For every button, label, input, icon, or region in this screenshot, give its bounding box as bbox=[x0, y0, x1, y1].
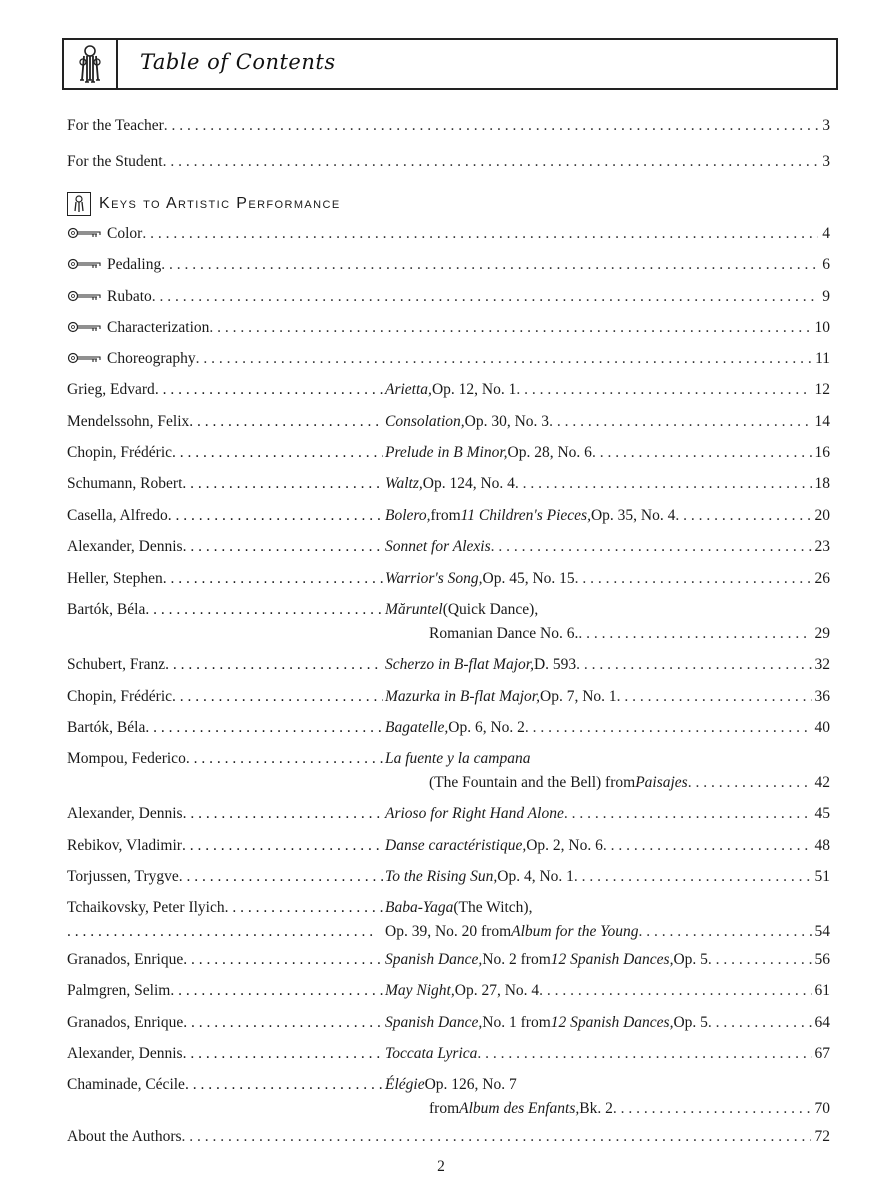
dot-leader bbox=[152, 285, 818, 309]
page-ref: 20 bbox=[814, 507, 830, 524]
page-ref: 48 bbox=[814, 837, 830, 854]
page-ref: 67 bbox=[814, 1045, 830, 1062]
composer bbox=[67, 378, 383, 402]
entry-text: Rubato bbox=[107, 288, 152, 305]
work-title: Bagatelle, bbox=[385, 719, 449, 736]
composer bbox=[67, 865, 383, 889]
work-title: May Night, bbox=[385, 982, 455, 999]
work-title: La fuente y la campana bbox=[385, 750, 531, 767]
dot-leader bbox=[186, 747, 383, 771]
dot-leader bbox=[675, 504, 811, 528]
entry-label bbox=[67, 285, 152, 309]
work-opus: Op. 5 bbox=[673, 951, 708, 968]
toc-entry[interactable] bbox=[67, 685, 830, 709]
entry-text: About the Authors bbox=[67, 1128, 182, 1145]
work-collection: 12 Spanish Dances, bbox=[550, 1014, 674, 1031]
work bbox=[385, 896, 830, 920]
work-detail: No. 1 from bbox=[482, 1014, 551, 1031]
composer bbox=[67, 441, 383, 465]
work bbox=[385, 535, 830, 559]
entry-label bbox=[67, 316, 209, 340]
page-ref: 56 bbox=[814, 951, 830, 968]
work-detail: (Quick Dance), bbox=[442, 601, 539, 618]
page-ref: 29 bbox=[814, 625, 830, 642]
work bbox=[385, 834, 830, 858]
work-continued bbox=[429, 771, 830, 795]
composer bbox=[67, 979, 383, 1003]
entry-text: Choreography bbox=[107, 350, 196, 367]
dot-leader bbox=[183, 948, 383, 972]
dot-leader bbox=[189, 410, 383, 434]
dot-leader bbox=[183, 1042, 383, 1066]
work-collection: 12 Spanish Dances, bbox=[550, 951, 674, 968]
toc-entry[interactable] bbox=[67, 504, 830, 528]
dot-leader bbox=[575, 567, 812, 591]
composer-name: Casella, Alfredo bbox=[67, 507, 168, 524]
dot-leader bbox=[182, 472, 383, 496]
work bbox=[385, 441, 830, 465]
composer bbox=[67, 1011, 383, 1035]
entry-label bbox=[67, 150, 163, 174]
work-collection: 11 Children's Pieces, bbox=[460, 507, 591, 524]
page-ref: 3 bbox=[822, 153, 830, 170]
dot-leader bbox=[155, 378, 383, 402]
dot-leader bbox=[603, 834, 812, 858]
work bbox=[385, 472, 830, 496]
keys-icon bbox=[67, 192, 91, 216]
composer-name: Alexander, Dennis bbox=[67, 805, 183, 822]
toc-entry[interactable] bbox=[67, 410, 830, 434]
composer bbox=[67, 598, 383, 622]
entry-text: For the Teacher bbox=[67, 117, 164, 134]
work bbox=[385, 716, 830, 740]
composer-name: Torjussen, Trygve bbox=[67, 868, 179, 885]
dot-leader bbox=[164, 114, 818, 138]
composer bbox=[67, 504, 383, 528]
work bbox=[385, 979, 830, 1003]
composer-name: Chaminade, Cécile bbox=[67, 1076, 185, 1093]
dot-leader bbox=[574, 865, 812, 889]
page-ref: 11 bbox=[815, 350, 830, 367]
work-collection-2: Paisajes bbox=[635, 774, 688, 791]
work-detail: Op. 4, No. 1 bbox=[497, 868, 574, 885]
page-ref: 23 bbox=[814, 538, 830, 555]
work-detail: Op. 7, No. 1 bbox=[540, 688, 617, 705]
dot-leader bbox=[477, 1042, 811, 1066]
toc-entry[interactable] bbox=[67, 285, 830, 309]
work-title: Scherzo in B-flat Major, bbox=[385, 656, 534, 673]
composer-name: Mendelssohn, Felix bbox=[67, 413, 190, 430]
work-detail: Op. 124, No. 4 bbox=[422, 475, 515, 492]
composer bbox=[67, 834, 383, 858]
composer bbox=[67, 685, 383, 709]
dot-leader bbox=[172, 685, 383, 709]
work-detail-2: Romanian Dance No. 6. bbox=[429, 625, 579, 642]
dot-leader bbox=[525, 716, 812, 740]
work bbox=[385, 865, 830, 889]
dot-leader bbox=[179, 865, 383, 889]
page-ref: 42 bbox=[814, 774, 830, 791]
work-title: Spanish Dance, bbox=[385, 1014, 483, 1031]
work-detail: Op. 6, No. 2 bbox=[448, 719, 525, 736]
toc-entry[interactable] bbox=[67, 716, 830, 740]
dot-leader bbox=[708, 948, 812, 972]
work bbox=[385, 653, 830, 677]
key-icon bbox=[67, 352, 103, 364]
toc-entry[interactable] bbox=[67, 253, 830, 277]
composer-name: Schubert, Franz bbox=[67, 656, 166, 673]
work bbox=[385, 567, 830, 591]
work-detail: Op. 2, No. 6 bbox=[526, 837, 603, 854]
composer-name: Chopin, Frédéric bbox=[67, 444, 173, 461]
work-detail-2: Op. 39, No. 20 from bbox=[385, 923, 512, 940]
toc-entry[interactable] bbox=[67, 653, 830, 677]
toc-header bbox=[62, 38, 838, 90]
page-ref: 54 bbox=[814, 923, 830, 940]
work bbox=[385, 378, 830, 402]
work-detail: D. 593 bbox=[533, 656, 577, 673]
composer-name: Schumann, Robert bbox=[67, 475, 183, 492]
dot-leader bbox=[516, 378, 811, 402]
work-detail: Op. 45, No. 15 bbox=[482, 570, 575, 587]
entry-text: Color bbox=[107, 225, 143, 242]
work-detail: Op. 126, No. 7 bbox=[424, 1076, 517, 1093]
work bbox=[385, 802, 830, 826]
toc-entry[interactable] bbox=[67, 1042, 830, 1066]
dot-leader bbox=[613, 1097, 812, 1121]
composer-name: Alexander, Dennis bbox=[67, 1045, 183, 1062]
dot-leader bbox=[539, 979, 811, 1003]
composer-name: Chopin, Frédéric bbox=[67, 688, 173, 705]
work bbox=[385, 504, 830, 528]
page-ref: 6 bbox=[822, 256, 830, 273]
dot-leader bbox=[183, 802, 383, 826]
dot-leader bbox=[592, 441, 812, 465]
composer bbox=[67, 472, 383, 496]
work bbox=[385, 948, 830, 972]
dot-leader bbox=[708, 1011, 812, 1035]
work-collection-2: Album des Enfants, bbox=[459, 1100, 580, 1117]
work-title: Arioso for Right Hand Alone bbox=[385, 805, 564, 822]
toc-entry[interactable] bbox=[67, 1011, 830, 1035]
entry-label bbox=[67, 222, 142, 246]
dot-leader bbox=[576, 653, 811, 677]
entry-text: Pedaling bbox=[107, 256, 162, 273]
work-detail-2: (The Fountain and the Bell) from bbox=[429, 774, 636, 791]
work-detail: Op. 12, No. 1 bbox=[431, 381, 517, 398]
page-ref: 72 bbox=[814, 1128, 830, 1145]
work-collection-2: Album for the Young bbox=[511, 923, 639, 940]
dot-leader bbox=[142, 222, 818, 246]
work-detail: Op. 30, No. 3 bbox=[464, 413, 550, 430]
dot-leader bbox=[578, 622, 811, 646]
toc-entry[interactable] bbox=[67, 598, 830, 654]
dot-leader bbox=[196, 347, 811, 371]
composer-name: Granados, Enrique bbox=[67, 951, 184, 968]
work-title: Sonnet for Alexis bbox=[385, 538, 491, 555]
work-opus: Op. 5 bbox=[673, 1014, 708, 1031]
dot-leader bbox=[515, 472, 812, 496]
section-heading bbox=[67, 190, 341, 218]
composer-name: Heller, Stephen bbox=[67, 570, 163, 587]
entry-label bbox=[67, 1125, 182, 1149]
composer bbox=[67, 410, 383, 434]
entry-label bbox=[67, 253, 161, 277]
composer-name: Rebikov, Vladimir bbox=[67, 837, 182, 854]
work bbox=[385, 1042, 830, 1066]
work-title: Warrior's Song, bbox=[385, 570, 483, 587]
toc-entry[interactable] bbox=[67, 979, 830, 1003]
work-opus: Op. 35, No. 4 bbox=[590, 507, 676, 524]
dot-leader bbox=[183, 1011, 383, 1035]
composer bbox=[67, 896, 383, 920]
dot-leader bbox=[172, 441, 383, 465]
work bbox=[385, 685, 830, 709]
key-icon bbox=[67, 227, 103, 239]
dot-leader bbox=[145, 598, 383, 622]
page-ref: 61 bbox=[814, 982, 830, 999]
toc-entry[interactable] bbox=[67, 114, 830, 138]
work-title: Consolation, bbox=[385, 413, 465, 430]
page-ref: 18 bbox=[814, 475, 830, 492]
dot-leader bbox=[638, 920, 811, 944]
page-ref: 26 bbox=[814, 570, 830, 587]
composer-name: Granados, Enrique bbox=[67, 1014, 184, 1031]
composer-name: Mompou, Federico bbox=[67, 750, 186, 767]
dot-leader bbox=[549, 410, 811, 434]
composer bbox=[67, 653, 383, 677]
work-title: Arietta, bbox=[385, 381, 432, 398]
entry-label bbox=[67, 347, 196, 371]
work-title: Waltz, bbox=[385, 475, 423, 492]
key-icon bbox=[67, 258, 103, 270]
dot-leader: . . . . . . . . . . . . . . . . . . . . . . . . . . . . . . . . . . . . . . . . bbox=[67, 923, 374, 940]
dot-leader bbox=[185, 1073, 383, 1097]
toc-entry[interactable] bbox=[67, 567, 830, 591]
composer-name: Palmgren, Selim bbox=[67, 982, 171, 999]
dot-leader bbox=[165, 653, 383, 677]
dot-leader bbox=[168, 504, 383, 528]
work-continued bbox=[67, 920, 830, 944]
page-ref: 9 bbox=[822, 288, 830, 305]
page-ref: 40 bbox=[814, 719, 830, 736]
composer-name: Bartók, Béla bbox=[67, 601, 146, 618]
dot-leader bbox=[225, 896, 383, 920]
page-number: 2 bbox=[437, 1158, 445, 1175]
work-title: Spanish Dance, bbox=[385, 951, 483, 968]
work-title: Élégie bbox=[385, 1076, 425, 1093]
page-ref: 10 bbox=[814, 319, 830, 336]
work-title: Toccata Lyrica bbox=[385, 1045, 478, 1062]
composer-name: Bartók, Béla bbox=[67, 719, 146, 736]
composer bbox=[67, 567, 383, 591]
key-icon bbox=[67, 290, 103, 302]
page-title: Table of Contents bbox=[140, 50, 336, 74]
work-detail: (The Witch), bbox=[453, 899, 533, 916]
work-detail: Op. 28, No. 6 bbox=[507, 444, 592, 461]
composer bbox=[67, 716, 383, 740]
work bbox=[385, 1011, 830, 1035]
toc-entry[interactable] bbox=[67, 1073, 830, 1129]
work-title: Prelude in B Minor, bbox=[385, 444, 508, 461]
toc-entry[interactable] bbox=[67, 472, 830, 496]
composer-name: Alexander, Dennis bbox=[67, 538, 183, 555]
composer bbox=[67, 802, 383, 826]
entry-text: For the Student bbox=[67, 153, 163, 170]
page-ref: 51 bbox=[814, 868, 830, 885]
work bbox=[385, 598, 830, 622]
work-continued bbox=[429, 622, 830, 646]
toc-entry[interactable] bbox=[67, 948, 830, 972]
work bbox=[385, 410, 830, 434]
dot-leader bbox=[617, 685, 812, 709]
keys-icon bbox=[64, 40, 118, 88]
toc-entry[interactable] bbox=[67, 747, 830, 803]
work-detail-2: from bbox=[429, 1100, 460, 1117]
key-icon bbox=[67, 321, 103, 333]
composer-name: Grieg, Edvard bbox=[67, 381, 155, 398]
page-ref: 64 bbox=[814, 1014, 830, 1031]
composer bbox=[67, 948, 383, 972]
work-title: Baba-Yaga bbox=[385, 899, 454, 916]
dot-leader bbox=[183, 535, 383, 559]
work-detail: from bbox=[430, 507, 461, 524]
page-ref: 12 bbox=[814, 381, 830, 398]
dot-leader bbox=[182, 1125, 811, 1149]
dot-leader bbox=[688, 771, 812, 795]
page-ref: 45 bbox=[814, 805, 830, 822]
toc-entry[interactable] bbox=[67, 865, 830, 889]
work-title: Măruntel bbox=[385, 601, 443, 618]
dot-leader bbox=[145, 716, 383, 740]
toc-entry[interactable] bbox=[67, 222, 830, 246]
composer-name: Tchaikovsky, Peter Ilyich bbox=[67, 899, 225, 916]
page-ref: 32 bbox=[814, 656, 830, 673]
toc-entry[interactable] bbox=[67, 1125, 830, 1149]
entry-text: Characterization bbox=[107, 319, 210, 336]
dot-leader bbox=[209, 316, 810, 340]
work-title: Bolero, bbox=[385, 507, 431, 524]
dot-leader bbox=[564, 802, 812, 826]
toc-entry[interactable] bbox=[67, 378, 830, 402]
work-title: Mazurka in B-flat Major, bbox=[385, 688, 540, 705]
page-ref: 16 bbox=[814, 444, 830, 461]
toc-entry[interactable] bbox=[67, 834, 830, 858]
page-ref: 14 bbox=[814, 413, 830, 430]
composer bbox=[67, 535, 383, 559]
composer bbox=[67, 1073, 383, 1097]
toc-entry[interactable] bbox=[67, 347, 830, 371]
toc-entry[interactable] bbox=[67, 316, 830, 340]
toc-entry[interactable] bbox=[67, 896, 830, 952]
work-detail: No. 2 from bbox=[482, 951, 551, 968]
work-detail: Op. 27, No. 4 bbox=[454, 982, 540, 999]
toc-entry[interactable] bbox=[67, 802, 830, 826]
dot-leader bbox=[170, 979, 383, 1003]
composer bbox=[67, 747, 383, 771]
dot-leader bbox=[163, 150, 819, 174]
work-continued bbox=[429, 1097, 830, 1121]
dot-leader bbox=[163, 567, 383, 591]
work-title: To the Rising Sun, bbox=[385, 868, 498, 885]
work bbox=[385, 747, 830, 771]
work-title: Danse caractéristique, bbox=[385, 837, 527, 854]
dot-leader bbox=[182, 834, 383, 858]
toc-entry[interactable] bbox=[67, 150, 830, 174]
toc-entry[interactable] bbox=[67, 441, 830, 465]
entry-label bbox=[67, 114, 164, 138]
toc-entry[interactable] bbox=[67, 535, 830, 559]
dot-leader bbox=[161, 253, 818, 277]
page-ref: 36 bbox=[814, 688, 830, 705]
page-ref: 4 bbox=[822, 225, 830, 242]
composer bbox=[67, 1042, 383, 1066]
work-detail-3: Bk. 2 bbox=[579, 1100, 613, 1117]
page-ref: 3 bbox=[822, 117, 830, 134]
section-title: Keys to Artistic Performance bbox=[99, 195, 341, 212]
work bbox=[385, 1073, 830, 1097]
dot-leader bbox=[491, 535, 812, 559]
page-ref: 70 bbox=[814, 1100, 830, 1117]
